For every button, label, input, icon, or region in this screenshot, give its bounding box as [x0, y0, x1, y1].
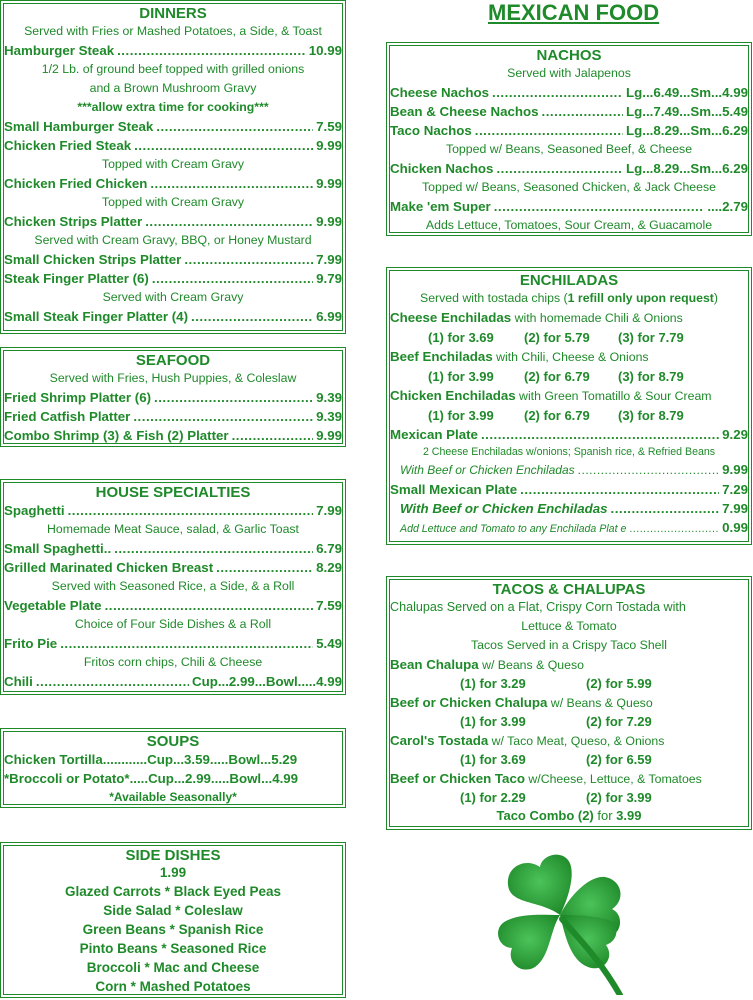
item-name: Chili	[4, 674, 33, 689]
item-desc: Topped w/ Beans, Seasoned Beef, & Cheese	[445, 142, 693, 156]
item-name: Beef or Chicken Chalupa	[390, 695, 548, 710]
item-name: Fried Shrimp Platter (6)	[4, 390, 152, 405]
menu-item	[390, 693, 748, 713]
option: (2) for 7.29	[586, 714, 652, 729]
item-price: 9.99	[316, 138, 342, 153]
option: (2) for 6.59	[586, 752, 652, 767]
item-name: Hamburger Steak	[4, 43, 115, 58]
menu-item	[4, 501, 342, 520]
sides-title: SIDE DISHES	[125, 847, 221, 864]
price-options	[390, 751, 748, 769]
menu-item	[390, 655, 748, 675]
dinners-note: Served with Fries or Mashed Potatoes, a Side, & Toast	[24, 24, 322, 38]
item-price: 7.99	[316, 503, 342, 518]
refill-note: 1 refill only upon request	[567, 291, 714, 305]
item-price: 10.99	[308, 43, 342, 58]
item-desc: Homemade Meat Sauce, salad, & Garlic Toast	[47, 522, 299, 536]
menu-item	[4, 634, 342, 653]
item-price: 9.39	[316, 390, 342, 405]
item-name: Taco Nachos	[390, 123, 472, 138]
item-price: 9.99	[316, 214, 342, 229]
item-price: Lg...7.49...Sm...5.49	[626, 104, 748, 119]
seafood-title: SEAFOOD	[135, 352, 211, 369]
option: (2) for 3.99	[586, 790, 652, 805]
note-text: )	[713, 291, 718, 305]
item-price: 8.29	[316, 560, 342, 575]
house-title: HOUSE SPECIALTIES	[95, 484, 251, 501]
item-desc: w/ Beans & Queso	[547, 696, 653, 710]
seasonal-note: *Available Seasonally*	[109, 790, 237, 804]
option: (3) for 7.79	[618, 330, 684, 345]
tacos-title: TACOS & CHALUPAS	[492, 581, 646, 598]
item-name: Steak Finger Platter (6)	[4, 271, 149, 286]
item-price: 9.79	[316, 271, 342, 286]
combo-for: for	[593, 808, 617, 823]
four-leaf-clover-icon	[470, 845, 650, 995]
option: (1) for 2.29	[460, 790, 526, 805]
item-name: Bean & Cheese Nachos	[390, 104, 539, 119]
menu-item	[390, 197, 748, 216]
option: (2) for 6.79	[524, 369, 590, 384]
option: (1) for 3.99	[460, 714, 526, 729]
enchiladas-section	[389, 270, 749, 542]
dinners-title: DINNERS	[139, 5, 207, 22]
price-options	[390, 328, 748, 347]
price-options	[390, 713, 748, 731]
item-name: Beef or Chicken Taco	[390, 771, 525, 786]
price-options	[390, 406, 748, 425]
option: (1) for 3.29	[460, 676, 526, 691]
nachos-section	[389, 45, 749, 233]
item-name: Mexican Plate	[390, 427, 478, 442]
item-price: 9.39	[316, 409, 342, 424]
menu-item	[390, 308, 748, 328]
enchiladas-title: ENCHILADAS	[519, 272, 619, 289]
item-name: Grilled Marinated Chicken Breast	[4, 560, 214, 575]
menu-item	[390, 386, 748, 406]
item-name: Small Spaghetti..	[4, 541, 112, 556]
item-name: Vegetable Plate	[4, 598, 102, 613]
item-name: Cheese Nachos	[390, 85, 490, 100]
menu-item	[4, 212, 342, 231]
option: (1) for 3.69	[460, 752, 526, 767]
item-name: Cheese Enchiladas	[390, 310, 512, 325]
item-price: Lg...6.49...Sm...4.99	[626, 85, 748, 100]
mexican-food-heading: MEXICAN FOOD	[488, 0, 660, 25]
clover-leaves	[498, 855, 620, 970]
item-desc: 2 Cheese Enchiladas w/onions; Spanish rice, & Refried Beans	[422, 446, 716, 458]
menu-item	[390, 769, 748, 789]
item-desc: Served with Cream Gravy	[102, 290, 244, 304]
tacos-chalupas-section	[389, 579, 749, 827]
menu-item	[390, 460, 748, 480]
item-price: 9.99	[722, 462, 748, 477]
item-name: Combo Shrimp (3) & Fish (2) Platter	[4, 428, 229, 443]
menu-item	[4, 596, 342, 615]
item-desc: Fritos corn chips, Chili & Cheese	[83, 655, 263, 669]
soup-line	[4, 750, 342, 769]
soup-item: Chicken Tortilla............Cup...3.59.....Bowl...5.29	[4, 752, 298, 767]
menu-item	[390, 121, 748, 140]
dinners-section	[3, 3, 343, 331]
option: (1) for 3.99	[428, 369, 494, 384]
item-price: 9.99	[316, 176, 342, 191]
tacos-note: Chalupas Served on a Flat, Crispy Corn Tostada with	[390, 600, 686, 614]
option: (1) for 3.69	[428, 330, 494, 345]
menu-item	[4, 307, 342, 326]
item-desc: Topped with Cream Gravy	[101, 157, 245, 171]
cooking-note: ***allow extra time for cooking***	[77, 100, 269, 114]
item-price: 9.29	[722, 427, 748, 442]
soups-section	[3, 731, 343, 805]
menu-item	[4, 250, 342, 269]
sides-line: Green Beans * Spanish Rice	[82, 922, 264, 937]
item-name: Chicken Enchiladas	[390, 388, 516, 403]
item-name: Add Lettuce and Tomato to any Enchilada Plat e	[400, 523, 627, 535]
item-desc: 1/2 Lb. of ground beef topped with grilled onions	[41, 62, 305, 76]
item-name: Taco Combo (2)	[496, 808, 594, 823]
house-specialties-section	[3, 482, 343, 692]
price-options	[390, 789, 748, 807]
item-desc: Choice of Four Side Dishes & a Roll	[74, 617, 272, 631]
nachos-title: NACHOS	[536, 47, 602, 64]
sides-line: Glazed Carrots * Black Eyed Peas	[64, 884, 282, 899]
taco-combo	[390, 807, 748, 825]
item-price: Lg...8.29...Sm...6.29	[626, 123, 748, 138]
menu-item	[4, 388, 342, 407]
menu-item	[390, 425, 748, 444]
nachos-note: Served with Jalapenos	[507, 66, 631, 80]
item-name: Chicken Strips Platter	[4, 214, 143, 229]
sides-price: 1.99	[159, 865, 187, 880]
item-price: 7.59	[316, 119, 342, 134]
option: (3) for 8.79	[618, 408, 684, 423]
menu-item	[4, 136, 342, 155]
item-desc: w/Cheese, Lettuce, & Tomatoes	[524, 772, 702, 786]
item-desc: Served with Cream Gravy, BBQ, or Honey Mustard	[34, 233, 312, 247]
option: (3) for 8.79	[618, 369, 684, 384]
menu-item	[390, 518, 748, 539]
menu-item	[390, 731, 748, 751]
item-desc: w/ Beans & Queso	[478, 658, 584, 672]
item-desc: Served with Seasoned Rice, a Side, & a Roll	[51, 579, 295, 593]
menu-item	[390, 499, 748, 518]
item-desc: w/ Taco Meat, Queso, & Onions	[488, 734, 665, 748]
item-name: Make 'em Super	[390, 199, 491, 214]
menu-item	[4, 41, 342, 60]
item-desc: with Green Tomatillo & Sour Cream	[515, 389, 712, 403]
tacos-note: Tacos Served in a Crispy Taco Shell	[471, 638, 667, 652]
soups-title: SOUPS	[146, 733, 200, 750]
seafood-note: Served with Fries, Hush Puppies, & Coleslaw	[49, 371, 297, 385]
option: (1) for 3.99	[428, 408, 494, 423]
price-options	[390, 675, 748, 693]
menu-item	[4, 672, 342, 691]
item-name: Small Chicken Strips Platter	[4, 252, 182, 267]
item-price: 3.99	[616, 808, 642, 823]
item-name: Beef Enchiladas	[390, 349, 493, 364]
item-name: Chicken Fried Chicken	[4, 176, 148, 191]
item-name: Bean Chalupa	[390, 657, 479, 672]
item-price: 6.99	[316, 309, 342, 324]
note-text: Served with tostada chips (	[420, 291, 568, 305]
item-price: 7.29	[722, 482, 748, 497]
item-name: Carol's Tostada	[390, 733, 489, 748]
item-price: 6.79	[316, 541, 342, 556]
soup-item: *Broccoli or Potato*.....Cup...2.99.....Bowl...4.99	[4, 771, 299, 786]
item-price: 7.99	[316, 252, 342, 267]
item-name: Chicken Fried Steak	[4, 138, 132, 153]
item-desc: with homemade Chili & Onions	[511, 311, 683, 325]
item-price: Cup...2.99...Bowl.....4.99	[191, 674, 342, 689]
tacos-note: Lettuce & Tomato	[521, 619, 617, 633]
item-desc: Topped w/ Beans, Seasoned Chicken, & Jack Cheese	[422, 180, 716, 194]
menu-item	[4, 174, 342, 193]
item-name: With Beef or Chicken Enchiladas	[400, 463, 575, 477]
item-name: Frito Pie	[4, 636, 58, 651]
menu-item	[4, 558, 342, 577]
item-name: Small Mexican Plate	[390, 482, 518, 497]
item-name: Spaghetti	[4, 503, 65, 518]
item-name: Fried Catfish Platter	[4, 409, 131, 424]
menu-item	[4, 269, 342, 288]
sides-line: Pinto Beans * Seasoned Rice	[79, 941, 267, 956]
item-price: 9.99	[316, 428, 342, 443]
option: (2) for 5.79	[524, 330, 590, 345]
menu-item	[390, 347, 748, 367]
side-dishes-section	[3, 845, 343, 995]
soup-line	[4, 769, 342, 788]
item-name: Chicken Nachos	[390, 161, 494, 176]
item-price: Lg...8.29...Sm...6.29	[626, 161, 748, 176]
item-price: 0.99	[722, 520, 748, 535]
seafood-section	[3, 350, 343, 444]
item-name: With Beef or Chicken Enchiladas	[400, 501, 608, 516]
menu-item	[390, 102, 748, 121]
menu-item	[390, 83, 748, 102]
menu-item	[390, 159, 748, 178]
item-price: 7.59	[316, 598, 342, 613]
item-name: Small Hamburger Steak	[4, 119, 154, 134]
sides-line: Broccoli * Mac and Cheese	[86, 960, 260, 975]
item-name: Small Steak Finger Platter (4)	[4, 309, 189, 324]
item-desc: with Chili, Cheese & Onions	[492, 350, 649, 364]
menu-item	[4, 407, 342, 426]
item-price: 7.99	[722, 501, 748, 516]
sides-line: Corn * Mashed Potatoes	[95, 979, 251, 994]
item-desc: and a Brown Mushroom Gravy	[89, 81, 257, 95]
menu-item	[4, 539, 342, 558]
sides-line: Side Salad * Coleslaw	[103, 903, 243, 918]
enchiladas-note	[390, 289, 748, 308]
item-price: 5.49	[316, 636, 342, 651]
item-desc: Topped with Cream Gravy	[101, 195, 245, 209]
item-desc: Adds Lettuce, Tomatoes, Sour Cream, & Guacamole	[425, 218, 713, 232]
price-options	[390, 367, 748, 386]
menu-item	[4, 426, 342, 445]
menu-item	[4, 117, 342, 136]
option: (2) for 5.99	[586, 676, 652, 691]
option: (2) for 6.79	[524, 408, 590, 423]
item-price: ....2.79	[707, 199, 748, 214]
menu-item	[390, 480, 748, 499]
